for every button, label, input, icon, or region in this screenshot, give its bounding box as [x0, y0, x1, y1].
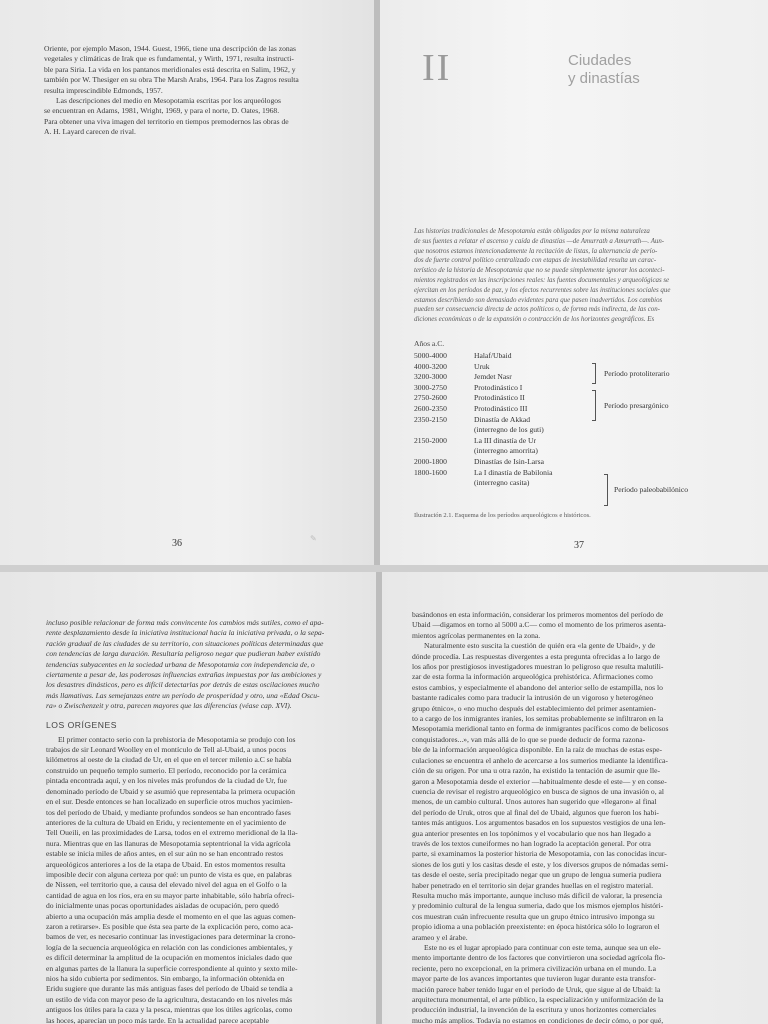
text-line: ble de la información arqueológica disponible. En la raíz de muchas de estas espe-	[412, 745, 663, 755]
text-line: grupo étnico», o «no mucho después del establecimiento del primer asentamien-	[412, 703, 656, 713]
table-cell-years: 2350-2150	[414, 414, 447, 424]
table-cell-name: Protodinástico I	[474, 382, 523, 392]
table-cell-name: Uruk	[474, 361, 490, 371]
table-cell-name: (interregno amorrita)	[474, 446, 538, 456]
text-line: construido un pequeño templo sumerio. El período, reconocido por la cerámica	[46, 765, 287, 775]
table-cell-name: Dinastías de Isin-Larsa	[474, 456, 545, 466]
years-label: Años a.C.	[414, 339, 445, 348]
text-line: mayor parte de los avances importantes que tuvieron lugar durante esta transfor-	[412, 974, 656, 984]
table-cell-years: 5000-4000	[414, 351, 447, 360]
abstract-line: dos de fuerte control político centralizado con etapas de inestabilidad resulta un carac-	[414, 257, 657, 265]
text-line: pintada encontrada aquí, y en los niveles más profundos de la ciudad de Ur, fue	[46, 776, 287, 786]
text-line: resulta imprescindible Edmonds, 1957.	[44, 85, 163, 95]
text-line: Ubaid —digamos en torno al 5000 a.C— como el momento de los primeros asenta-	[412, 620, 666, 630]
table-cell-years: 1800-1600	[414, 467, 447, 477]
text-line: más llamativas. Las semejanzas entre un período de prosperidad y otro, una «Edad Oscu-	[46, 690, 320, 700]
table-row	[414, 436, 586, 447]
text-line: Resulta mucho más importante, aunque incluso más difícil de valorar, la presencia	[412, 890, 663, 900]
text-line: Las descripciones del medio en Mesopotamia escritas por los arqueólogos	[56, 96, 282, 106]
table-cell-name: (interregno de los guti)	[474, 425, 544, 435]
text-line: tos del período de Ubaid, y mediante profundos sondeos se han encontrado fases	[46, 807, 291, 817]
table-cell-name: Halaf/Ubaid	[474, 351, 512, 360]
page-38-text	[46, 618, 356, 1024]
page-37	[378, 0, 768, 567]
bracket-presargonico	[592, 390, 596, 421]
text-line: arqueológicos anteriores a los de la etapa de Ubaid. En estos momentos resulta	[46, 859, 286, 869]
page-38	[0, 570, 378, 1024]
text-line: ra» o Zwischenzeit y otra, parecen mayores que las diferencias (véase cap. XVI).	[46, 701, 292, 711]
text-line: Este no es el lugar apropiado para continuar con este tema, aunque sea un ele-	[424, 943, 661, 952]
text-line: en el sur. Desde entonces se han localizado en superficie otros muchos yacimien-	[46, 797, 293, 807]
text-line: Oriente, por ejemplo Mason, 1944. Guest, 1966, tiene una descripción de las zonas	[44, 44, 297, 53]
scan-mark-icon: ✎	[310, 534, 317, 543]
text-line: bamos de ver, es necesario continuar las investigaciones para determinar la crono-	[46, 932, 296, 942]
table-cell-name: Jemdet Nasr	[474, 372, 512, 382]
table-row	[414, 457, 586, 468]
period-table	[414, 351, 586, 489]
text-line: ble para Siria. La vida en los pantanos meridionales está descrita en Salim, 1962, y	[44, 64, 296, 74]
text-line: logía de la secuencia arqueológica en relación con las condiciones ambientales, y	[46, 942, 293, 952]
text-line: estable se inicia miles de años antes, en el sur aún no se han encontrado restos	[46, 849, 284, 859]
text-line: mento importante dentro de los factores que convirtieron una sociedad agrícola flo-	[412, 953, 666, 963]
text-line: propio idioma a una población preexistente: en época histórica sólo lo lograron el	[412, 922, 660, 932]
text-line: A. H. Layard carecen de rival.	[44, 127, 136, 137]
text-line: tantes más antiguos. Los argumentos basados en los supuestos vestigios de una len-	[412, 818, 666, 828]
period-label-presargonico: Período presargónico	[604, 401, 669, 410]
bracket-protoliterario	[592, 363, 596, 384]
text-line: un estilo de vida con mayor peso de la agricultura, destacando en los niveles más	[46, 994, 293, 1004]
abstract-line: pueden ser consecuencia directa de actos políticos o, de forma más indirecta, de las con-	[414, 306, 660, 314]
figure-caption: Ilustración 2.1. Esquema de los períodos arqueológicos e históricos.	[414, 512, 591, 519]
text-line: los desastres dinásticos, pero es difícil detectarlas por detrás de estas oscilaciones mucho	[46, 680, 320, 690]
text-line: haber penetrado en el territorio sin dejar grandes huellas en el registro material.	[412, 880, 654, 890]
text-line: El primer contacto serio con la prehistoria de Mesopotamia se produjo con los	[58, 734, 296, 744]
text-line: trabajos de sir Leonard Woolley en el montículo de Tell al-Ubaid, a unos pocos	[46, 745, 287, 755]
text-line: ciertamente a pesar de, las poderosas influencias extrañas impuestas por las ambiciones y	[46, 670, 322, 680]
chapter-number: II	[422, 47, 452, 89]
table-row	[414, 372, 586, 383]
abstract-line: que nosotros estamos intencionadamente la recitación de listas, la alternancia de perío-	[414, 247, 658, 255]
text-line: través de los textos cuneiformes no han logrado la aceptación general. Por otra	[412, 838, 651, 848]
abstract-line: mientos registrados en las inscripciones reales: las fuentes documentales y arqueológicas se	[414, 276, 670, 284]
text-line: garon a Mesopotamia desde el exterior —habitualmente desde el este— y en conse-	[412, 776, 667, 786]
text-line: kilómetros al oeste de la ciudad de Ur, en el que en el tercer milenio a.C se había	[46, 755, 292, 765]
text-line: en algunas partes de la llanura la superficie correspondiente al quinto y sexto mile-	[46, 963, 298, 973]
text-line: zaron a retirarse». Es posible que ésta sea parte de la explicación pero, como aca-	[46, 921, 294, 931]
text-line: siones de los guti y los casitas desde el este, y los diversos grupos de nómadas semi-	[412, 859, 669, 869]
table-row	[414, 468, 586, 479]
text-line: los años por prestigiosos investigadores muestran lo peligroso que resulta malutili-	[412, 662, 664, 672]
table-cell-years: 3000-2750	[414, 382, 447, 392]
text-line: cuencia de revisar el registro arqueológico en busca de signos de una invasión o, al	[412, 786, 664, 796]
text-line: to a cargo de los inmigrantes iraníes, los semitas probablemente se infiltraron en la	[412, 714, 664, 724]
table-cell-years: 2750-2600	[414, 393, 447, 403]
table-cell-years: 4000-3200	[414, 361, 447, 371]
table-row	[414, 415, 586, 426]
book-gutter	[376, 570, 382, 1024]
bracket-paleobabilonico	[604, 474, 608, 506]
text-line: culaciones se encuentra el anhelo de acercarse a los sumerios mediante la identifica-	[412, 755, 668, 765]
table-row	[414, 362, 586, 373]
text-line: zar de esta forma la información arqueológica prehistórica. Afirmaciones como	[412, 672, 653, 682]
text-line: nios ha sido cubierta por sedimentos. Sin embargo, la información obtenida en	[46, 974, 285, 983]
text-line: denominado período de Ubaid y se asumió que representaba la primera ocupación	[46, 786, 296, 796]
text-line: vegetales y climáticas de Irak que es fundamental, y Wirth, 1971, resulta instructi-	[44, 54, 294, 64]
book-gutter	[374, 0, 380, 567]
abstract-line: ejercitan en los períodos de paz, y los efectos recurrentes sobre las instituciones sociales que	[414, 286, 671, 294]
table-cell-name: La III dinastía de Ur	[474, 435, 536, 445]
text-line: bastante radicales como para traducir la intrusión de un vigoroso y heterogéneo	[412, 693, 654, 703]
section-heading: LOS ORÍGENES	[46, 719, 117, 730]
text-line: mucho más amplios. Todavía no estamos en condiciones de decir cómo, o por qué,	[412, 1015, 664, 1024]
table-cell-name: (interregno casita)	[474, 478, 530, 488]
text-line: nura. Mientras que en las llanuras de Mesopotamia septentrional la vida agrícola	[46, 838, 291, 848]
text-line: del período de Uruk, otros que al final del de Ubaid, algunos que fueron los habi-	[412, 807, 659, 817]
text-line: ración gradual de las ciudades de su territorio, con situaciones políticas determinadas que	[46, 638, 324, 648]
text-line: do inicialmente unas pocas oportunidades aisladas de ocupación, pero quedó	[46, 901, 279, 911]
abstract-line: de sus fuentes a relatar el ascenso y caída de dinastías —de Amurrath a Amurrath—. Aun-	[414, 237, 665, 245]
table-cell-name: Dinastía de Akkad	[474, 414, 531, 424]
text-line: anteriores de la cultura de Ubaid en Eridu, y recientemente en el yacimiento de	[46, 817, 286, 827]
period-label-paleobabilonico: Período paleobabilónico	[614, 485, 689, 494]
text-line: es difícil determinar la amplitud de la ocupación en momentos iniciales dado que	[46, 953, 293, 963]
chapter-title	[568, 52, 640, 88]
text-line: basándonos en esta información, considerar los primeros momentos del período de	[412, 610, 664, 619]
abstract-line: diciones económicas o de la expansión o contracción de los horizontes geográficos. Es	[414, 316, 655, 324]
page-39	[380, 570, 768, 1024]
text-line: ción de su origen. Por una u otra razón, ha existido la tentación de asumir que lle-	[412, 766, 660, 776]
period-label-protoliterario: Período protoliterario	[604, 369, 670, 378]
table-cell-years	[414, 478, 474, 489]
text-line: mación parece haber tenido lugar en el período de Uruk, que sigue al de Ubaid: la	[412, 984, 661, 994]
table-row	[414, 393, 586, 404]
text-line: también por W. Thesiger en su obra The Marsh Arabs, 1964. Para los Zagros resulta	[44, 75, 299, 85]
text-line: Tell Oueili, en las proximidades de Larsa, todos en el extremo meridional de la lla-	[46, 828, 298, 838]
table-row	[414, 446, 586, 457]
text-line: Mesopotamia meridional tanto en forma de inmigrantes pacíficos como de belicosos	[412, 724, 669, 734]
text-line: incluso posible relacionar de forma más convincente los cambios más sutiles, como el apa-	[46, 618, 324, 627]
scan-divider	[0, 565, 768, 572]
chapter-abstract	[414, 227, 744, 325]
table-cell-name: La I dinastía de Babilonia	[474, 467, 553, 477]
text-line: dónde procedía. Las respuestas divergentes a esta pregunta ofrecidas a lo largo de	[412, 651, 660, 661]
text-line: las hoces, aparecían un poco más tarde. En la actualidad parece aceptable	[46, 1015, 269, 1024]
table-row	[414, 425, 586, 436]
text-line: y predominio cultural de la lengua sumeria, dado que los mismos ejemplos históri-	[412, 901, 664, 911]
text-line: abierto a una ocupación más amplia desde el momento en el que las aguas comen-	[46, 911, 296, 921]
text-line: mientos agrícolas permanentes en la zona.	[412, 630, 541, 640]
text-line: rente desplazamiento desde la iniciativa institucional hacia la iniciativa privada, o la sepa-	[46, 628, 325, 638]
text-line: cantidad de agua en los ríos, era en su mayor parte inhabitable, sólo habría ofreci-	[46, 890, 295, 900]
table-cell-name: Protodinástico II	[474, 393, 525, 403]
table-cell-name: Protodinástico III	[474, 403, 528, 413]
text-line: antiguos los útiles para la caza y la pesca, mientras que los útiles agrícolas, como	[46, 1005, 293, 1015]
page-number: 36	[172, 538, 182, 549]
page-number: 37	[574, 540, 584, 551]
table-row	[414, 351, 586, 362]
table-row	[414, 383, 586, 394]
chapter-title-line-1: Ciudades	[568, 52, 632, 69]
text-line: de Nissen, «el territorio que, a causa del elevado nivel del agua en el Golfo o la	[46, 880, 287, 890]
text-line: conquistadores...», van más allá de lo que se puede deducir de forma razona-	[412, 734, 646, 744]
text-line: Para obtener una viva imagen del territorio en tiempos premodernos las obras de	[44, 116, 289, 126]
text-line: cos muestran cuán infrecuente resulta que un grupo étnico intrusivo imponga su	[412, 911, 655, 921]
page-36	[0, 0, 376, 567]
page-39-text	[412, 610, 752, 1024]
table-cell-years	[414, 446, 474, 457]
table-row	[414, 404, 586, 415]
text-line: menos, de un cambio cultural. Unos autores han sugerido que «llegaron» al final	[412, 797, 657, 807]
table-row	[414, 478, 586, 489]
text-line: arquitectura monumental, el arte público, la especialización y uniformización de la	[412, 995, 664, 1005]
abstract-line: estamos describiendo son demasiado evidentes para que pasen inadvertidos. Los cambios	[414, 296, 663, 304]
text-line: arameo y el árabe.	[412, 932, 468, 942]
table-cell-years	[414, 425, 474, 436]
text-line: parte, si examinamos la posterior historia de Mesopotamia, con las conocidas incur-	[412, 849, 667, 859]
text-line: Naturalmente esto suscita la cuestión de quién era «la gente de Ubaid», y de	[424, 641, 656, 651]
table-cell-years: 3200-3000	[414, 372, 447, 382]
text-line: estos cambios, y especialmente el abandono del anterior sello de estampilla, nos lo	[412, 682, 663, 692]
table-cell-years: 2000-1800	[414, 456, 447, 466]
table-cell-years: 2150-2000	[414, 435, 447, 445]
abstract-line: Las historias tradicionales de Mesopotamia están obligadas por la misma naturaleza	[414, 228, 650, 235]
text-line: producción industrial, la invención de la escritura y unos horizontes comerciales	[412, 1005, 656, 1015]
text-line: gua anterior presentes en los topónimos y el vocabulario que nos han llegado a	[412, 828, 651, 838]
text-line: imposible decir con alguna certeza por qué: un punto de vista es que, en palabras	[46, 869, 292, 879]
page-36-text	[44, 44, 348, 138]
abstract-line: terístico de la historia de Mesopotamia que no se puede simplemente ignorar los aconteci-	[414, 267, 665, 275]
text-line: tendencias subyacentes en la sociedad urbana de Mesopotamia con independencia de, o	[46, 659, 315, 669]
text-line: reciente, pero no excepcional, en la primera civilización urbana en el mundo. La	[412, 963, 656, 973]
text-line: Eridu sugiere que durante las más antiguas fases del período de Ubaid se tendía a	[46, 984, 293, 994]
text-line: se encuentran en Adams, 1981, Wright, 1969, y para el norte, D. Oates, 1968.	[44, 106, 280, 116]
table-cell-years: 2600-2350	[414, 403, 447, 413]
text-line: con tendencias de larga duración. Resultaría peligroso negar que pudieran haber existido	[46, 649, 321, 659]
chapter-title-line-2: y dinastías	[568, 70, 640, 87]
text-line: tas desde el oeste, sería precipitado negar que un grupo de lengua sumeria pudiera	[412, 870, 662, 880]
